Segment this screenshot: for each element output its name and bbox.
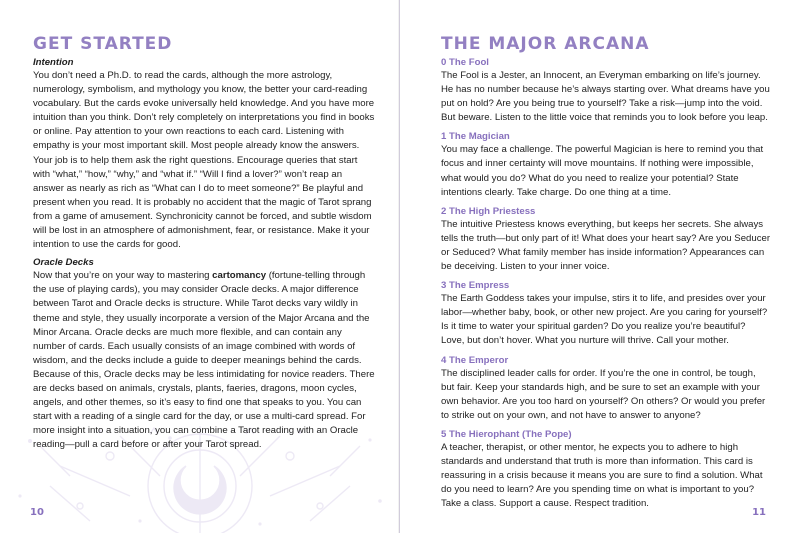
page-title-get-started: GET STARTED — [33, 34, 173, 54]
card-text-empress: The Earth Goddess takes your impulse, stirs it to life, and presides over your labor—whether baby, book, or other new project. Are you caring for yourself? Is it time to water your spiritual garden? Do you realize you’re beautiful? Love, but don’t hover. What you nurture will thrive. Call your mother. — [441, 293, 768, 347]
oracle-text-end: (fortune-telling through the use of playing cards), you may consider Oracle decks. A major difference between Tarot and Oracle decks is structure. While Tarot decks vary wildly in theme and style, they usually incorporate a version of the Major Arcana and the Minor Arcana. Oracle decks are much more flexible, and can contain any number of cards. Each usually consists of an image combined with words of wisdom, and the decks include a guide to deeper meanings behind the cards. Because of this, Oracle decks may be less intimidating for novice readers. There are decks based on animals, crystals, plants, faeries, dragons, moon cycles, angels, and other themes, so it’s easy to find one that speaks to you. You can start with a reading of a single card for the day, or use a multi-card spread. For more insight into a situation, you can combine a Tarot reading with an Oracle reading—pull a card before or after your Tarot spread. — [33, 270, 375, 451]
right-content — [441, 34, 771, 516]
card-text-emperor: The disciplined leader calls for order. If you’re the one in control, be tough, but fair. Keep your standards high, and be sure to set an example with your own behavior. Are you too hard on yourself? On others? Or would you prefer to strike out on your own, and not have to answer to anyone? — [441, 367, 766, 421]
card-text-magician: You may face a challenge. The powerful Magician is here to remind you that focus and inner certainty will move mountains. If nothing were impossible, what would you do? What do you need to realize your potential? State intentions clearly. Take charge. Do one thing at a time. — [441, 144, 764, 198]
card-text-high-priestess: The intuitive Priestess knows everything, but keeps her secrets. She always tells the truth—but only part of it! What does your heart say? Are you Seducer or Seduced? What family member has inside information? Appearances can be deceiving. Listen to your inner voice. — [441, 218, 771, 273]
subheading-oracle-decks: Oracle Decks — [33, 257, 94, 269]
card-text-fool: The Fool is a Jester, an Innocent, an Everyman embarking on life’s journey. He has no number because he’s always starting over. What dreams have you put on hold? Are you being true to yourself? Take a risk—jump into the void. But beware. Listen to the little voice that reminds you to look before you leap. — [441, 70, 770, 124]
page-number-right: 11 — [752, 507, 766, 518]
oracle-text-start: Now that you’re on your way to mastering — [33, 270, 213, 282]
page-title-major-arcana: THE MAJOR ARCANA — [441, 34, 650, 54]
page-number-left: 10 — [30, 507, 44, 518]
card-heading-hierophant: 5 The Hierophant (The Pope) — [441, 428, 572, 440]
left-content — [33, 34, 375, 457]
card-heading-empress: 3 The Empress — [441, 280, 510, 292]
card-heading-magician: 1 The Magician — [441, 131, 510, 143]
subheading-intention: Intention — [33, 57, 74, 68]
oracle-bold-term: cartomancy — [212, 270, 267, 282]
card-text-hierophant: A teacher, therapist, or other mentor, he expects you to adhere to high standards and understand that truth is more than information. This card is reassuring in a crisis because it means you are sure to find a solution. What do you need to learn? Are you spending time on what is important to you? Take a class. Support a cause. Respect tradition. — [441, 441, 763, 510]
paragraph-oracle-decks — [33, 269, 375, 452]
card-heading-high-priestess: 2 The High Priestess — [441, 205, 536, 217]
card-heading-fool: 0 The Fool — [441, 57, 489, 68]
card-heading-emperor: 4 The Emperor — [441, 354, 509, 366]
paragraph-intention: You don’t need a Ph.D. to read the cards, although the more astrology, numerology, symbolism, and mythology you know, the better your card-reading vocabulary. But the cards evoke universally held knowledge. And you have more intuition than you think. Don’t rely completely on interpretations you find in books or online. Pay attention to your own reactions to each card. Listening with empathy is your most important skill. Most people already know the answers. Your job is to help them ask the right questions. Encourage queries that start with “what,” “how,” “why,” and “what if.” “Will I find a lover?” won’t reap an answer as nearly as rich as “What can I do to meet someone?” Be playful and present when you read. It is probably no accident that the magic of Tarot sprang from a game of amusement. Synchronicity cannot be forced, and subtle wisdom will be lost in an atmosphere of admonishment, fear, or resistance. Make it your intention to use the cards for good. — [33, 70, 375, 251]
